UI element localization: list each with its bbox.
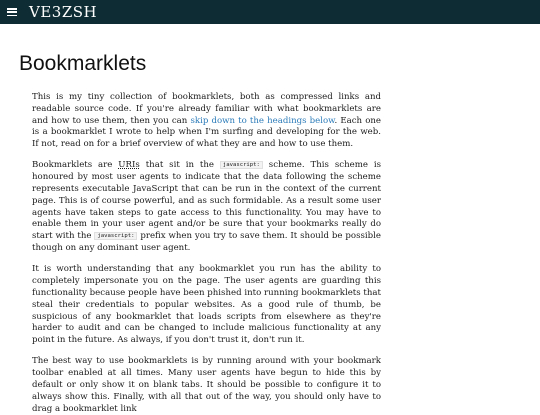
javascript-scheme-code: javascript: (220, 161, 263, 169)
security-paragraph: It is worth understanding that any bookmarklet you run has the ability to completely impersonate you on the page. The user agents are guarding this functionality because people have been phished into running bookmarklets that steal their credentials to popular websites. As a good rule of thumb, be suspicious of any bookmarklet that loads scripts from elsewhere as they're harder to audit and can be changed to include malicious functionality at any point in the future. As always, if you don't trust it, don't run it. (32, 264, 381, 346)
javascript-prefix-code: javascript: (94, 232, 137, 240)
scheme-text-4: prefix when you try to save them. It should be possible though on any dominant user agent. (32, 231, 381, 254)
article-body (32, 92, 381, 415)
intro-paragraph (32, 92, 381, 151)
top-navigation-bar (0, 0, 540, 24)
page-title: Bookmarklets (19, 52, 147, 75)
scheme-text-2: that sit in the (139, 160, 220, 171)
uri-scheme-paragraph (32, 160, 381, 254)
scheme-text-3: scheme. This scheme is honoured by most user agents to indicate that the data following the scheme represents executable JavaScript that can be run in the context of the current page. This is of course powerful, and as such formidable. As a result some user agents have taken steps to gate access to this functionality. You may have to enable them in your user agent and/or be sure that your bookmarks really do start with the (32, 160, 381, 242)
scheme-text-1: Bookmarklets are (32, 160, 119, 171)
intro-text-start: This is my tiny collection of bookmarklets, both as compressed links and readable source code. If you're already familiar with what bookmarklets are and how to use them, then you can (32, 92, 381, 126)
site-brand[interactable]: VE3ZSH (29, 3, 98, 21)
intro-text-end: . Each one is a bookmarklet I wrote to help when I'm surfing and developing for the web. If not, read on for a brief overview of what they are and how to use them. (32, 115, 381, 150)
skip-to-headings-link[interactable]: skip down to the headings below (190, 115, 335, 126)
uris-abbreviation: URIs (118, 160, 140, 171)
hamburger-menu-icon[interactable] (7, 8, 17, 16)
usage-paragraph: The best way to use bookmarklets is by running around with your bookmark toolbar enabled at all times. Many user agents have begun to hide this by default or only show it on blank tabs. It should be possible to configure it to always show this. Finally, with all that out of the way, you should only have to drag a bookmarklet link (32, 356, 381, 414)
